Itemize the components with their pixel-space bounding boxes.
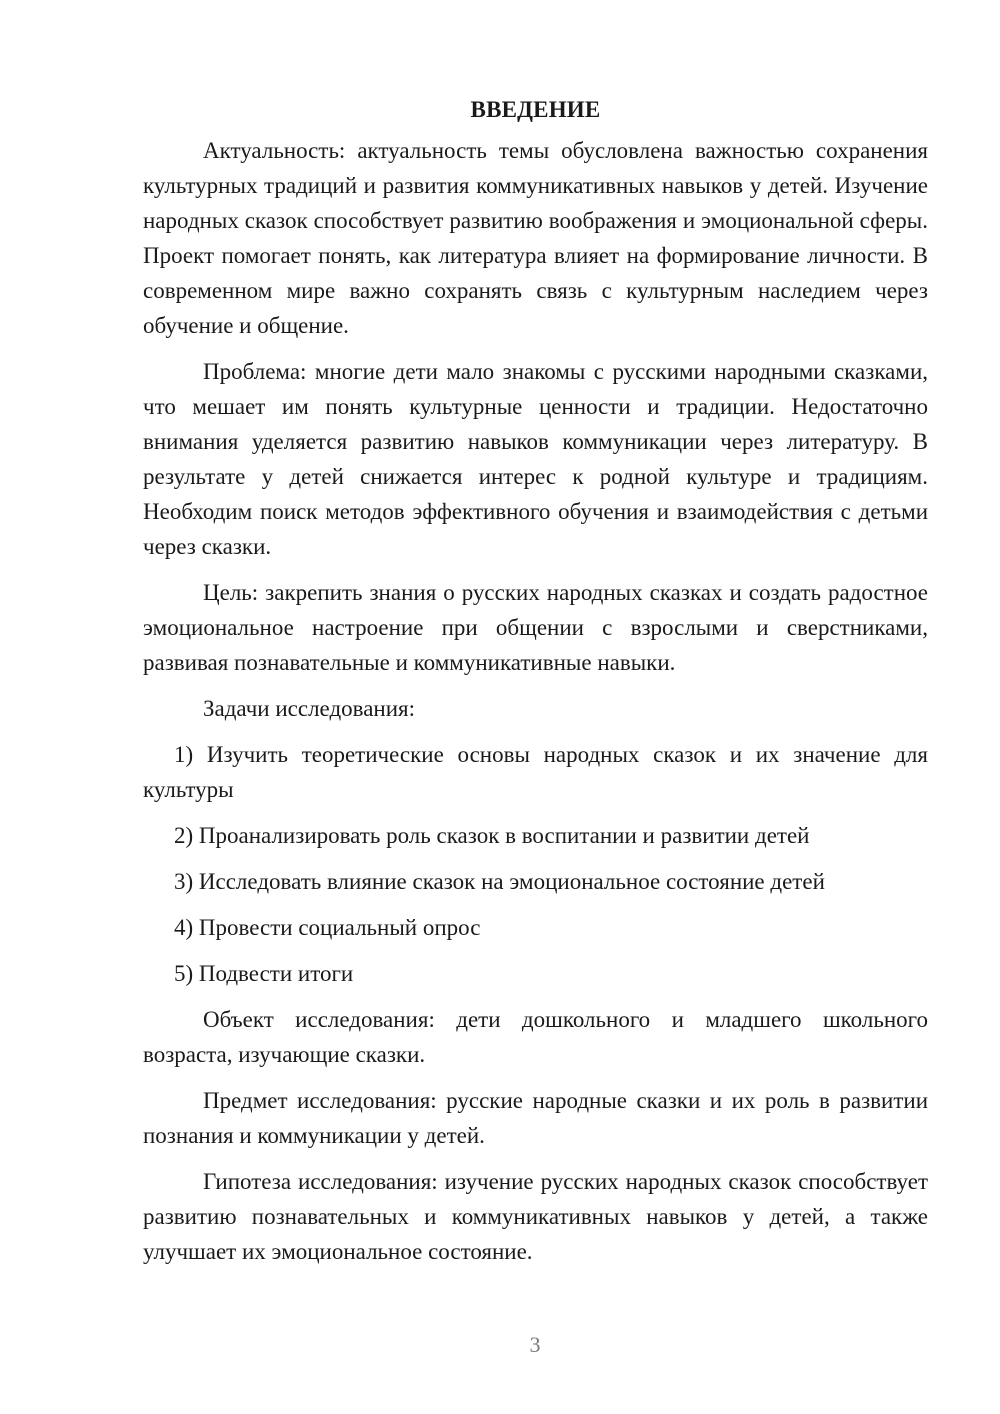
page-title: ВВЕДЕНИЕ — [470, 97, 601, 122]
paragraph-subject: Предмет исследования: русские народные сказки и их роль в развитии познания и коммуникации у детей. — [143, 1088, 928, 1148]
task-item-2: 2) Проанализировать роль сказок в воспитании и развитии детей — [174, 823, 810, 848]
tasks-heading: Задачи исследования: — [203, 696, 416, 721]
task-item-5: 5) Подвести итоги — [174, 961, 354, 986]
page-number: 3 — [529, 1332, 541, 1357]
paragraph-object: Объект исследования: дети дошкольного и младшего школьного возраста, изучающие сказки. — [143, 1007, 928, 1067]
document-page — [143, 95, 928, 1280]
task-item-3: 3) Исследовать влияние сказок на эмоциональное состояние детей — [174, 869, 825, 894]
task-item-1: 1) Изучить теоретические основы народных сказок и их значение для культуры — [143, 742, 928, 802]
paragraph-goal: Цель: закрепить знания о русских народных сказках и создать радостное эмоциональное настроение при общении с взрослыми и сверстниками, развивая познавательные и коммуникативные навыки. — [143, 580, 928, 675]
paragraph-hypothesis: Гипотеза исследования: изучение русских народных сказок способствует развитию познавательных и коммуникативных навыков у детей, а также улучшает их эмоциональное состояние. — [143, 1169, 928, 1264]
paragraph-problem: Проблема: многие дети мало знакомы с русскими народными сказками, что мешает им понять культурные ценности и традиции. Недостаточно внимания уделяется развитию навыков коммуникации через литературу. В результате у детей снижается интерес к родной культуре и традициям. Необходим поиск методов эффективного обучения и взаимодействия с детьми через сказки. — [143, 359, 928, 559]
paragraph-relevance: Актуальность: актуальность темы обусловлена важностью сохранения культурных традиций и развития коммуникативных навыков у детей. Изучение народных сказок способствует развитию воображения и эмоциональной сферы. Проект помогает понять, как литература влияет на формирование личности. В современном мире важно сохранять связь с культурным наследием через обучение и общение. — [143, 138, 928, 338]
task-item-4: 4) Провести социальный опрос — [174, 915, 481, 940]
